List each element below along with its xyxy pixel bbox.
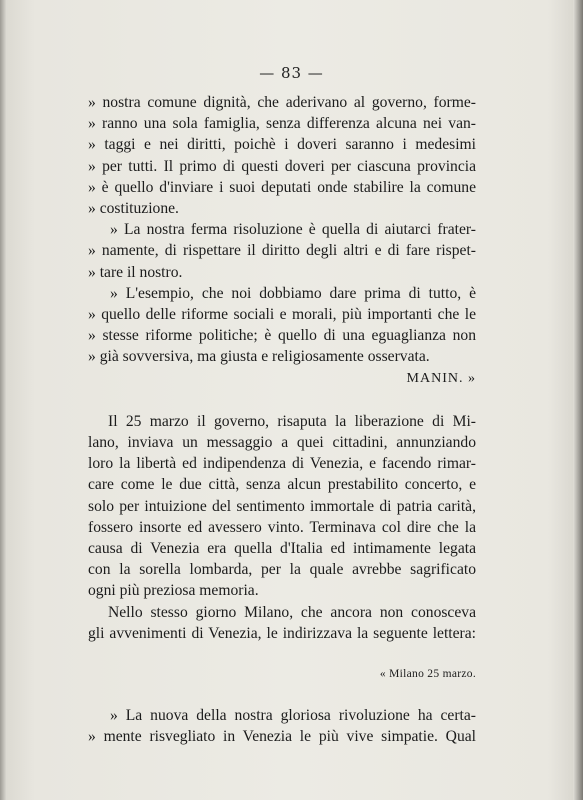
- paragraph-gap: [88, 389, 476, 411]
- page-body: [88, 92, 476, 748]
- text-line: ogni più preziosa memoria.: [88, 582, 259, 600]
- text-line: lano, inviava un messaggio a quei cittadini, annunziando: [88, 434, 476, 452]
- paragraph-gap: [88, 644, 476, 664]
- text-line: loro la libertà ed indipendenza di Venezia, e facendo rimar-: [88, 455, 476, 473]
- signature: MANIN. »: [406, 370, 476, 386]
- text-line: » stesse riforme politiche; è quello di una eguaglianza non: [88, 327, 476, 345]
- page-left-edge: [0, 0, 6, 800]
- text-line: » per tutti. Il primo di questi doveri per ciascuna provincia: [88, 157, 476, 175]
- text-line: » già sovversiva, ma giusta e religiosamente osservata.: [88, 348, 430, 366]
- text-line: causa di Venezia era quella d'Italia ed intimamente legata: [88, 540, 476, 558]
- text-line: » namente, di rispettare il diritto degli altri e di fare rispet-: [88, 242, 476, 260]
- text-line: » nostra comune dignità, che aderivano al governo, forme-: [88, 94, 476, 111]
- paragraph-gap: [88, 685, 476, 705]
- text-line: Il 25 marzo il governo, risaputa la liberazione di Mi-: [108, 412, 476, 430]
- text-line: con la sorella lombarda, per la quale avrebbe sagrificato: [88, 561, 476, 579]
- letter-date: « Milano 25 marzo.: [379, 668, 476, 681]
- text-line: » tare il nostro.: [88, 263, 183, 281]
- text-line: fossero insorte ed avessero vinto. Terminava col dire che la: [88, 518, 476, 536]
- text-line: » La nuova della nostra gloriosa rivoluzione ha certa-: [110, 707, 476, 725]
- text-line: » ranno una sola famiglia, senza differenza alcuna nei van-: [88, 115, 476, 133]
- page-number: — 83 —: [259, 64, 324, 82]
- text-line: solo per intuizione del sentimento immortale di patria carità,: [88, 497, 476, 515]
- text-line: » è quello d'inviare i suoi deputati onde stabilire la comune: [88, 178, 476, 196]
- text-line: Nello stesso giorno Milano, che ancora non conosceva: [108, 603, 476, 621]
- page-right-edge: [573, 0, 583, 800]
- text-line: » La nostra ferma risoluzione è quella di aiutarci frater-: [110, 221, 476, 239]
- text-line: » L'esempio, che noi dobbiamo dare prima di tutto, è: [110, 284, 476, 302]
- text-line: » taggi e nei diritti, poichè i doveri saranno i medesimi: [88, 136, 476, 154]
- text-line: gli avvenimenti di Venezia, le indirizzava la seguente lettera:: [88, 624, 476, 642]
- text-line: » costituzione.: [88, 200, 179, 218]
- text-line: » quello delle riforme sociali e morali, più importanti che le: [88, 306, 476, 324]
- text-line: care come le due città, senza alcun prestabilito concerto, e: [88, 476, 476, 494]
- text-line: » mente risvegliato in Venezia le più vive simpatie. Qual: [88, 728, 476, 746]
